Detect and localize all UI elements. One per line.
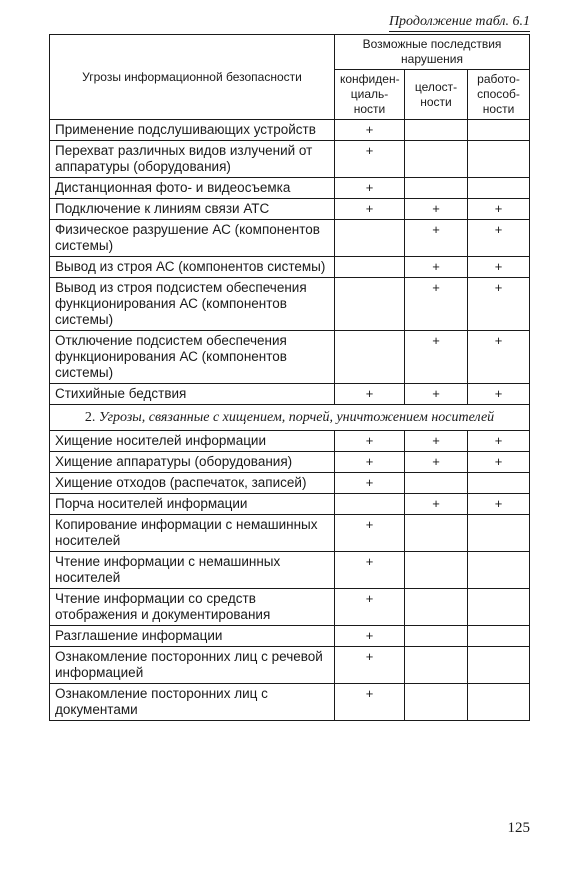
- availability-cell: [468, 473, 530, 494]
- table-row: [50, 647, 530, 684]
- threat-cell: Чтение информации с немашинных носителей: [50, 552, 335, 589]
- integrity-cell: +: [405, 278, 468, 331]
- table-row: [50, 331, 530, 384]
- confidentiality-cell: +: [335, 431, 405, 452]
- threat-cell: Вывод из строя подсистем обеспечения функционирования АС (компонентов системы): [50, 278, 335, 331]
- threat-cell: Отключение подсистем обеспечения функционирования АС (компонентов системы): [50, 331, 335, 384]
- confidentiality-cell: +: [335, 684, 405, 721]
- availability-cell: [468, 684, 530, 721]
- threat-cell: Применение подслушивающих устройств: [50, 120, 335, 141]
- availability-cell: +: [468, 257, 530, 278]
- section-title: Угрозы, связанные с хищением, порчей, уничтожением носителей: [98, 410, 495, 425]
- threat-cell: Ознакомление посторонних лиц с речевой информацией: [50, 647, 335, 684]
- table-row: [50, 452, 530, 473]
- confidentiality-cell: [335, 331, 405, 384]
- section2: [50, 405, 530, 431]
- threat-cell: Дистанционная фото- и видеосъемка: [50, 178, 335, 199]
- availability-cell: [468, 515, 530, 552]
- confidentiality-header: конфиден-циаль-ности: [335, 70, 405, 120]
- integrity-cell: +: [405, 331, 468, 384]
- confidentiality-cell: +: [335, 384, 405, 405]
- integrity-cell: [405, 647, 468, 684]
- integrity-cell: +: [405, 452, 468, 473]
- threat-cell: Вывод из строя АС (компонентов системы): [50, 257, 335, 278]
- integrity-cell: +: [405, 199, 468, 220]
- threat-cell: Чтение информации со средств отображения и документирования: [50, 589, 335, 626]
- threat-cell: Порча носителей информации: [50, 494, 335, 515]
- threat-cell: Подключение к линиям связи АТС: [50, 199, 335, 220]
- table-row: [50, 220, 530, 257]
- section-heading: [50, 405, 530, 431]
- table-row: [50, 589, 530, 626]
- threat-cell: Хищение носителей информации: [50, 431, 335, 452]
- threat-cell: Стихийные бедствия: [50, 384, 335, 405]
- integrity-cell: [405, 626, 468, 647]
- availability-cell: +: [468, 220, 530, 257]
- confidentiality-cell: [335, 278, 405, 331]
- threat-cell: Хищение отходов (распечаток, записей): [50, 473, 335, 494]
- threat-cell: Хищение аппаратуры (оборудования): [50, 452, 335, 473]
- confidentiality-cell: [335, 220, 405, 257]
- integrity-cell: +: [405, 257, 468, 278]
- threat-cell: Копирование информации с немашинных носителей: [50, 515, 335, 552]
- table-row: [50, 494, 530, 515]
- availability-cell: [468, 589, 530, 626]
- availability-cell: [468, 647, 530, 684]
- integrity-cell: [405, 684, 468, 721]
- table-caption: Продолжение табл. 6.1: [389, 14, 530, 32]
- availability-cell: +: [468, 199, 530, 220]
- group1-rows: [50, 120, 530, 405]
- confidentiality-cell: +: [335, 552, 405, 589]
- confidentiality-cell: +: [335, 647, 405, 684]
- integrity-cell: [405, 178, 468, 199]
- integrity-cell: [405, 141, 468, 178]
- integrity-cell: [405, 589, 468, 626]
- table-row: [50, 141, 530, 178]
- availability-cell: [468, 120, 530, 141]
- confidentiality-cell: +: [335, 515, 405, 552]
- integrity-cell: [405, 120, 468, 141]
- integrity-cell: +: [405, 384, 468, 405]
- availability-cell: +: [468, 431, 530, 452]
- confidentiality-cell: [335, 494, 405, 515]
- table-row: [50, 515, 530, 552]
- integrity-cell: +: [405, 220, 468, 257]
- integrity-cell: +: [405, 431, 468, 452]
- table-row: [50, 199, 530, 220]
- page-number: 125: [507, 820, 530, 836]
- availability-cell: [468, 552, 530, 589]
- table-row: [50, 431, 530, 452]
- integrity-cell: [405, 515, 468, 552]
- confidentiality-cell: +: [335, 178, 405, 199]
- integrity-header: целост-ности: [405, 70, 468, 120]
- table-row: [50, 257, 530, 278]
- table-row: [50, 178, 530, 199]
- integrity-cell: +: [405, 494, 468, 515]
- section-number: 2.: [84, 410, 96, 425]
- table-row: [50, 278, 530, 331]
- threats-header: Угрозы информационной безопасности: [50, 35, 335, 120]
- table-header: [50, 35, 530, 120]
- table-row: [50, 384, 530, 405]
- table-row: [50, 684, 530, 721]
- confidentiality-cell: +: [335, 199, 405, 220]
- availability-cell: [468, 178, 530, 199]
- threats-table: [49, 34, 530, 721]
- availability-cell: +: [468, 278, 530, 331]
- availability-cell: +: [468, 331, 530, 384]
- threat-cell: Физическое разрушение АС (компонентов системы): [50, 220, 335, 257]
- threat-cell: Ознакомление посторонних лиц с документами: [50, 684, 335, 721]
- consequences-header: Возможные последствия нарушения: [335, 35, 530, 70]
- section-row: [50, 405, 530, 431]
- table-row: [50, 626, 530, 647]
- confidentiality-cell: [335, 257, 405, 278]
- confidentiality-cell: +: [335, 473, 405, 494]
- availability-cell: [468, 141, 530, 178]
- table-row: [50, 120, 530, 141]
- integrity-cell: [405, 552, 468, 589]
- confidentiality-cell: +: [335, 452, 405, 473]
- availability-cell: +: [468, 452, 530, 473]
- availability-header: работо-способ-ности: [468, 70, 530, 120]
- table-row: [50, 473, 530, 494]
- confidentiality-cell: +: [335, 626, 405, 647]
- group2-rows: [50, 431, 530, 721]
- availability-cell: [468, 626, 530, 647]
- threat-cell: Перехват различных видов излучений от аппаратуры (оборудования): [50, 141, 335, 178]
- confidentiality-cell: +: [335, 589, 405, 626]
- confidentiality-cell: +: [335, 141, 405, 178]
- header-row: [50, 35, 530, 70]
- integrity-cell: [405, 473, 468, 494]
- availability-cell: +: [468, 384, 530, 405]
- threat-cell: Разглашение информации: [50, 626, 335, 647]
- table-row: [50, 552, 530, 589]
- confidentiality-cell: +: [335, 120, 405, 141]
- availability-cell: +: [468, 494, 530, 515]
